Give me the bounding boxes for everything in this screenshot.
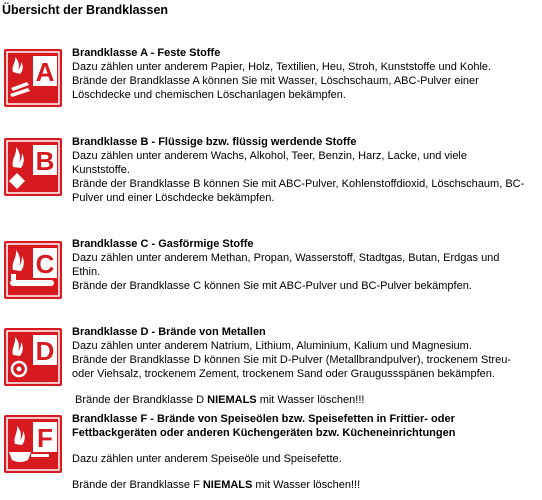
svg-text:D: D <box>35 336 55 366</box>
svg-text:A: A <box>35 57 55 87</box>
page-title: Übersicht der Brandklassen <box>2 3 169 17</box>
svg-text:C: C <box>35 249 55 279</box>
brandklasse-d-line: oder Viehsalz, trockenem Zement, trockenem Sand oder Graugussspänen bekämpfen. <box>72 368 495 380</box>
brandklasse-f-warning <box>72 478 542 492</box>
brandklasse-b-line: Brände der Brandklasse B können Sie mit ABC-Pulver, Kohlenstoffdioxid, Löschschaum, BC- <box>72 178 525 190</box>
brandklasse-d-heading: Brandklasse D - Brände von Metallen <box>72 326 266 338</box>
brandklasse-d-line: Brände der Brandklasse D können Sie mit D-Pulver (Metallbrandpulver), trockenem Streu- <box>72 354 511 366</box>
brandklasse-f-heading: Brandklasse F - Brände von Speiseölen bzw. Speisefetten in Frittier- oder Fettbackgeräten oder anderen Küchengeräten bzw. Kücheneinrichtungen <box>72 413 456 439</box>
brandklasse-a-text <box>72 46 542 102</box>
svg-text:B: B <box>35 146 55 176</box>
brandklasse-d-warning <box>72 393 542 407</box>
brandklasse-a-line: Löschdecke und chemischen Löschanlagen bekämpfen. <box>72 89 346 101</box>
brandklasse-c-line: Ethin. <box>72 266 101 278</box>
warning-text: Brände der Brandklasse F <box>72 479 203 491</box>
brandklasse-b-heading: Brandklasse B - Flüssige bzw. flüssig werdende Stoffe <box>72 136 357 148</box>
brandklasse-c-heading: Brandklasse C - Gasförmige Stoffe <box>72 238 254 250</box>
brandklasse-a-icon <box>3 48 63 108</box>
brandklasse-b-line: Pulver und einer Löschdecke bekämpfen. <box>72 192 275 204</box>
brandklasse-b-line: Kunststoffe. <box>72 164 130 176</box>
brandklasse-f-line: Dazu zählen unter anderem Speiseöle und Speisefette. <box>72 453 342 465</box>
brandklasse-b-icon <box>3 137 63 197</box>
brandklasse-d-text <box>72 325 542 407</box>
brandklasse-c-line: Brände der Brandklasse C können Sie mit ABC-Pulver und BC-Pulver bekämpfen. <box>72 280 472 292</box>
brandklasse-f-icon <box>3 414 63 474</box>
brandklasse-c-icon <box>3 240 63 300</box>
brandklasse-a-heading: Brandklasse A - Feste Stoffe <box>72 47 221 59</box>
brandklasse-c-text <box>72 237 542 293</box>
brandklasse-a-line: Brände der Brandklasse A können Sie mit Wasser, Löschschaum, ABC-Pulver einer <box>72 75 479 87</box>
warning-text: mit Wasser löschen!!! <box>252 479 361 491</box>
warning-emphasis: NIEMALS <box>202 479 253 491</box>
warning-text: Brände der Brandklasse D <box>72 394 208 406</box>
warning-emphasis: NIEMALS <box>207 394 257 406</box>
brandklasse-d-line: Dazu zählen unter anderem Natrium, Lithium, Aluminium, Kalium und Magnesium. <box>72 340 472 352</box>
brandklasse-c-line: Dazu zählen unter anderem Methan, Propan, Wasserstoff, Stadtgas, Butan, Erdgas und <box>72 252 500 264</box>
brandklasse-f-text <box>72 412 542 492</box>
brandklasse-b-text <box>72 135 542 205</box>
warning-text: mit Wasser löschen!!! <box>256 394 365 406</box>
brandklasse-b-line: Dazu zählen unter anderem Wachs, Alkohol, Teer, Benzin, Harz, Lacke, und viele <box>72 150 467 162</box>
brandklasse-a-line: Dazu zählen unter anderem Papier, Holz, Textilien, Heu, Stroh, Kunststoffe und Kohle. <box>72 61 492 73</box>
svg-text:F: F <box>37 423 53 453</box>
brandklasse-d-icon <box>3 327 63 387</box>
